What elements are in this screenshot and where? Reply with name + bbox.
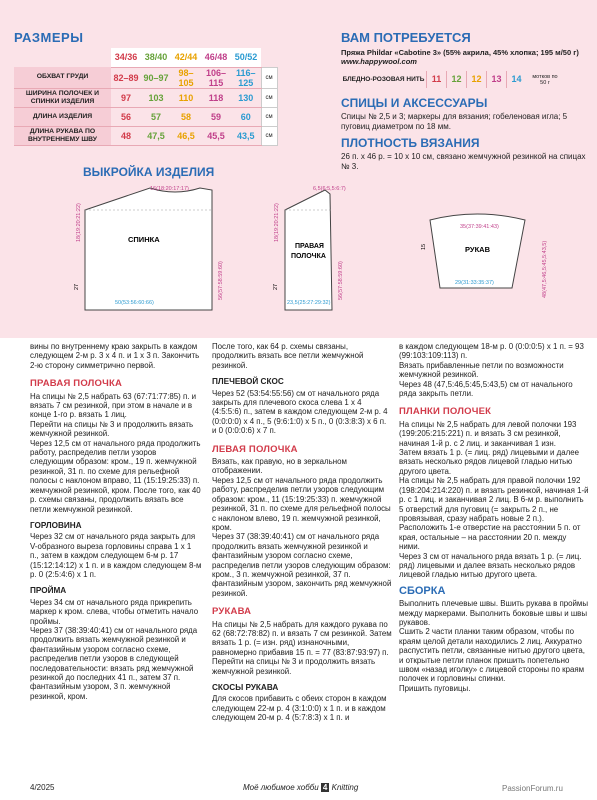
instructions: [0, 342, 597, 772]
sizes-row-label: ДЛИНА ИЗДЕЛИЯ: [14, 107, 111, 126]
paragraph: Пришить пуговицы.: [399, 683, 471, 693]
yarn-info: [341, 48, 591, 66]
paragraph: После того, как 64 р. схемы связаны, продолжить вязать все петли жемчужной резинкой.: [212, 342, 364, 370]
paragraph: Вязать прибавленные петли по возможности жемчужной резинкой.: [399, 360, 564, 380]
sizes-cell: 60: [231, 107, 261, 126]
front-bottom-dim: 23,5(25:27:29:32): [287, 300, 331, 306]
column-3: [399, 342, 589, 693]
front-side-top-dim: 18(19:20:21:22): [274, 203, 280, 242]
yarn-name: Пряжа Phildar «Cabotine 3» (55% акрила, 45% хлопка; 195 м/50 г): [341, 48, 579, 57]
gauge-title: ПЛОТНОСТЬ ВЯЗАНИЯ: [341, 136, 480, 150]
section-heading: СБОРКА: [399, 584, 446, 597]
paragraph: На спицы № 2,5 набрать для каждого рукава по 62 (68:72:78:82) п. и вязать 7 см резинкой. Затем вязать 1 р. (= изн. ряд) изнаночными, равномерно прибавив 15 п. = 77 (83:87:93:97) п.: [212, 619, 392, 657]
sizes-row: [14, 107, 277, 126]
sizes-row-label: ОБХВАТ ГРУДИ: [14, 67, 111, 88]
paragraph: Через 34 см от начального ряда прикрепить маркер к кром. слева, чтобы отметить начало проймы.: [30, 597, 199, 626]
pattern-schemes: [0, 180, 597, 338]
paragraph: Выполнить плечевые швы. Вшить рукава в проймы между маркерами. Выполнить боковые швы и швы рукавов.: [399, 599, 589, 627]
paragraph: Через 3 см от начального ряда вязать 1 р. (= лиц. ряд) лицевыми и далее вязать несколько рядов лицевой гладью нитью другого цвета.: [399, 551, 582, 580]
sizes-cell: 98–105: [171, 67, 201, 88]
section-heading: СКОСЫ РУКАВА: [212, 683, 279, 692]
paragraph: Перейти на спицы № 3 и продолжить вязать жемчужной резинкой.: [30, 419, 194, 439]
sizes-cell: 116–125: [231, 67, 261, 88]
yarn-count: 13: [486, 71, 506, 88]
gauge-text: 26 п. х 46 р. = 10 х 10 см, связано жемчужной резинкой на спицах № 3.: [341, 152, 586, 171]
yarn-amounts-row: [341, 71, 560, 88]
paragraph: Через 12,5 см от начального ряда продолжить работу, распределив петли узоров следующим образом: кром., 19 п. жемчужной резинкой, 31 п. по схеме для рельефной полосы с наклоном вправо, 11 (15:19:25:33) п. жемчужной резинкой, кром. После того, как 40 р. схемы связаны, продолжить вязать все петли жемчужной резинкой.: [30, 438, 201, 514]
back-side-top-dim: 18(19:20:21:22): [76, 203, 82, 242]
section-heading: ПЛАНКИ ПОЛОЧЕК: [399, 406, 492, 418]
sizes-cell: 48: [111, 126, 141, 145]
section-heading: ГОРЛОВИНА: [30, 520, 82, 530]
need-title: ВАМ ПОТРЕБУЕТСЯ: [341, 30, 471, 45]
sizes-cell: 130: [231, 88, 261, 107]
sizes-title: РАЗМЕРЫ: [14, 30, 84, 45]
paragraph: Затем вязать 1 р. (= лиц. ряд) лицевыми и далее вязать несколько рядов лицевой гладью нитью другого цвета.: [399, 448, 580, 476]
yarn-site: www.happywool.com: [341, 57, 417, 66]
paragraph: На спицы № 2,5 набрать для левой полочки 193 (199:205:215:221) п. и вязать 3 см резинкой, начиная 1-й р. с 2 лиц. и заканчивая 1 изн.: [399, 419, 577, 448]
section-heading: РУКАВА: [212, 606, 252, 618]
back-side-dim: 56(57:58:59:60): [218, 261, 224, 300]
sizes-cell: 59: [201, 107, 231, 126]
tools-title: СПИЦЫ И АКСЕССУАРЫ: [341, 96, 488, 110]
sizes-cell: 56: [111, 107, 141, 126]
sizes-cell: 106–115: [201, 67, 231, 88]
sleeve-bottom-dim: 29(31:33:35:37): [455, 280, 494, 286]
paragraph: Через 52 (53:54:55:56) см от начального ряда закрыть для плечевого скоса слева 1 х 4 (4:5:5:6) п., затем в каждом следующем 2-м р. 4 (0:0:0:0) х 4 п., 5 (9:6:1:0) х 5 п., 0 (0:3:8:3) х 6 п. и 0 (0:0:0:6) х 7 п.: [212, 388, 388, 436]
sizes-table: [14, 48, 278, 146]
sizes-unit: см: [261, 67, 277, 88]
paragraph: Через 48 (47,5:46,5:45,5:43,5) см от начального ряда закрыть петли.: [399, 379, 573, 399]
sizes-row: [14, 126, 277, 145]
yarn-count: 14: [506, 71, 526, 88]
size-header: 42/44: [171, 48, 201, 67]
pattern-title: ВЫКРОЙКА ИЗДЕЛИЯ: [83, 165, 215, 179]
sizes-row-label: ДЛИНА РУКАВА ПО ВНУТРЕННЕМУ ШВУ: [14, 126, 111, 145]
back-side-low-dim: 27: [74, 283, 80, 290]
sleeve-scheme: [421, 214, 548, 298]
size-header: 34/36: [111, 48, 141, 67]
sizes-cell: 97: [111, 88, 141, 107]
paragraph: Через 37 (38:39:40:41) см от начального ряда продолжить вязать жемчужной резинкой и фантазийным узором согласно схеме, распределив петли узоров следующим образом: кром., 3 п. жемчужной резинкой, 37 п. фантазийным узором, закончить ряд жемчужной резинкой.: [212, 532, 392, 598]
paragraph: вины по внутреннему краю закрыть в каждом следующем 2-м р. 3 х 4 п. и 1 х 3 п. Закончить 2-ю сторону симметрично первой.: [30, 342, 200, 370]
paragraph: Через 37 (38:39:40:41) см от начального ряда продолжить вязать жемчужной резинкой и фантазийным узором согласно схеме, распределив петли узоров в следующей последовательности: вязать ряд жемчужной резинкой до последних 41 п., затем 37 п. фантазийным узором, 3 п. жемчужной резинкой, кром.: [30, 625, 198, 701]
back-bottom-dim: 50(53:56:60:66): [115, 300, 154, 306]
paragraph: Перейти на спицы № 3 и продолжить вязать жемчужной резинкой.: [212, 657, 376, 676]
yarn-color-name: БЛЕДНО-РОЗОВАЯ НИТЬ: [342, 76, 425, 83]
sizes-cell: 90–97: [141, 67, 171, 88]
paragraph: в каждом следующем 18-м р. 0 (0:0:0:5) х 1 п. = 93 (99:103:109:113) п.: [399, 342, 584, 361]
section-heading: ПЛЕЧЕВОЙ СКОС: [212, 377, 284, 387]
sleeve-label: РУКАВ: [465, 245, 490, 254]
sizes-row: [14, 88, 277, 107]
section-heading: ЛЕВАЯ ПОЛОЧКА: [212, 443, 298, 455]
front-side-dim: 56(57:58:59:60): [338, 261, 344, 300]
front-side-low-dim: 27: [273, 283, 279, 290]
size-header: 50/52: [231, 48, 261, 67]
yarn-count: 12: [466, 71, 486, 88]
sizes-cell: 58: [171, 107, 201, 126]
column-1: [30, 342, 202, 701]
sizes-cell: 82–89: [111, 67, 141, 88]
size-header: 38/40: [141, 48, 171, 67]
sizes-cell: 46,5: [171, 126, 201, 145]
front-top-dim: 6,5(6:5,5:6:7): [313, 186, 346, 192]
magazine-name: Моё любимое хобби 4 Knitting: [243, 783, 359, 792]
yarn-count: 12: [446, 71, 466, 88]
sizes-cell: 47,5: [141, 126, 171, 145]
paragraph: Расположить 1-е отверстие на расстоянии 5 п. от края, остальные – на расстоянии 20 п. между ними.: [399, 523, 581, 552]
section-heading: ПРАВАЯ ПОЛОЧКА: [30, 378, 123, 390]
sizes-row-label: ШИРИНА ПОЛОЧЕК И СПИНКИ ИЗДЕЛИЯ: [14, 88, 111, 107]
tools-text: Спицы № 2,5 и 3; маркеры для вязания; гобеленовая игла; 5 пуговиц диаметром по 18 мм.: [341, 112, 568, 131]
sleeve-side-dim: 48(47,5:46,5:45,5:43,5): [542, 240, 548, 298]
paragraph: На спицы № 2,5 набрать для правой полочки 192 (198:204:214:220) п. и вязать резинкой, начиная 1-й р. с 1 лиц. и заканчивая 2 лиц. В 6-м р. выполнить 5 отверстий для пуговиц (= закрыть 2 п., не провязывая, сразу набрать новые 2 п.).: [399, 476, 589, 523]
paragraph: Вязать, как правую, но в зеркальном отображении.: [212, 457, 347, 476]
paragraph: Сшить 2 части планки таким образом, чтобы по краям целой детали находились 2 лиц. Аккуратно распустить петли, связанные нитью другого цвета, и открытые петли планок пришить попетельно швом «назад иголку» с лицевой стороны по краям полочек и горловины спинки.: [399, 627, 585, 684]
paragraph: Для скосов прибавить с обеих сторон в каждом следующем 22-м р. 4 (3:1:0:0) х 1 п. и в каждом следующем 20-м р. 4 (5:7:8:3) х 1 п. и: [212, 694, 387, 723]
sizes-cell: 57: [141, 107, 171, 126]
yarn-units: мотков по 50 г: [532, 73, 558, 86]
sizes-unit: см: [261, 107, 277, 126]
sizes-unit: см: [261, 88, 277, 107]
back-top-dim: 16(18:20:17:17): [150, 186, 189, 192]
sizes-cell: 45,5: [201, 126, 231, 145]
paragraph: Через 12,5 см от начального ряда продолжить работу, распределив петли узоров следующим образом: кром., 11 (15:19:25:33) п. жемчужной резинкой, 31 п. по схеме для рельефной полосы с наклоном влево, 19 п. жемчужной резинкой, кром.: [212, 475, 391, 532]
front-scheme: [273, 186, 346, 310]
front-label-2: ПОЛОЧКА: [291, 253, 326, 260]
sizes-unit: см: [261, 126, 277, 145]
paragraph: Через 32 см от начального ряда закрыть для V-образного выреза горловины справа 1 х 1 п., затем в каждом следующем 6-м р. 17 (15:12:14:12) х 1 п. и в каждом следующем 8-м р. 0 (2:5:4:6) х 1 п.: [30, 532, 202, 579]
back-scheme: [74, 186, 224, 310]
sizes-cell: 103: [141, 88, 171, 107]
sizes-row: [14, 67, 277, 88]
sleeve-top-dim: 35(37:39:41:43): [460, 224, 499, 230]
sizes-cell: 43,5: [231, 126, 261, 145]
yarn-count: 11: [426, 71, 446, 88]
sizes-cell: 118: [201, 88, 231, 107]
sleeve-side-top-dim: 15: [421, 243, 427, 250]
size-header: 46/48: [201, 48, 231, 67]
paragraph: На спицы № 2,5 набрать 63 (67:71:77:85) п. и вязать 7 см резинкой, при этом в начале и в конце 1-го р. вязать 1 лиц.: [30, 391, 197, 420]
sizes-cell: 110: [171, 88, 201, 107]
front-label-1: ПРАВАЯ: [295, 243, 324, 250]
watermark: PassionForum.ru: [502, 784, 563, 793]
back-label: СПИНКА: [128, 235, 160, 244]
section-heading: ПРОЙМА: [30, 586, 67, 596]
page-number: 4/2025: [30, 783, 55, 792]
sizes-header-row: [14, 48, 277, 67]
column-2: [212, 342, 392, 723]
